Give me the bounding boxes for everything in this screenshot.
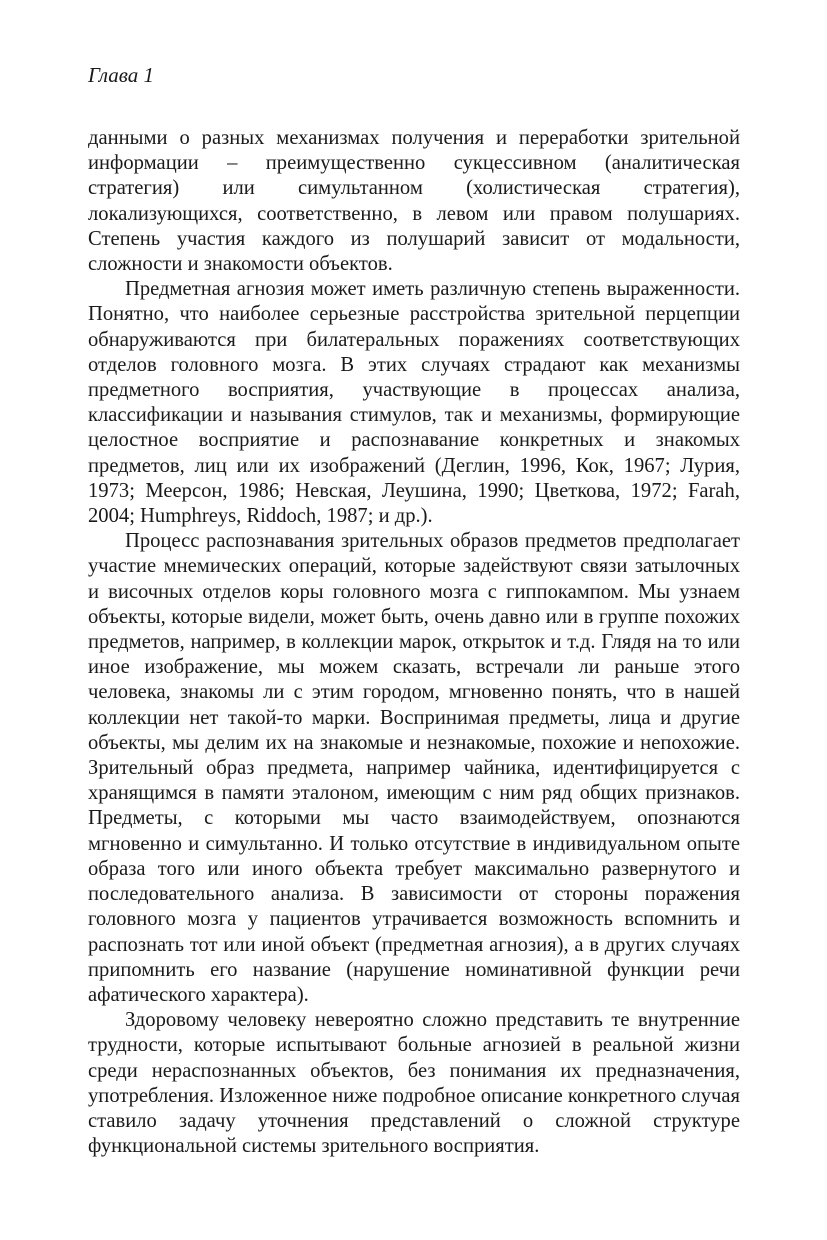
paragraph-1: данными о разных механизмах получения и переработки зрительной информации – преимущественно сукцессивном (аналитическая стратегия) или симультанном (холистическая стратегия), локализующихся, соответственно, в левом или правом полушариях. Степень участия каждого из полушарий зависит от модальности, сложности и знакомости объектов. [88, 127, 740, 276]
running-head: Глава 1 [88, 63, 154, 87]
paragraph-2: Предметная агнозия может иметь различную степень выраженности. Понятно, что наиболее серьезные расстройства зрительной перцепции обнаруживаются при билатеральных поражениях соответствующих отделов головного мозга. В этих случаях страдают как механизмы предметного восприятия, участвующие в процессах анализа, классификации и называния стимулов, так и механизмы, формирующие целостное восприятие и распознавание конкретных и знакомых предметов, лиц или их изображений (Деглин, 1996, Кок, 1967; Лурия, 1973; Меерсон, 1986; Невская, Леушина, 1990; Цветкова, 1972; Farah, 2004; Humphreys, Riddoch, 1987; и др.). [88, 278, 740, 528]
paragraph-4: Здоровому человеку невероятно сложно представить те внутренние трудности, которые испытывают больные агнозией в реальной жизни среди нераспознанных объектов, без понимания их предназначения, употребления. Изложенное ниже подробное описание конкретного случая ставило задачу уточнения представлений о сложной структуре функциональной системы зрительного восприятия. [88, 1009, 740, 1158]
body-text [88, 126, 740, 1159]
paragraph-3: Процесс распознавания зрительных образов предметов предполагает участие мнемических операций, которые задействуют связи затылочных и височных отделов коры головного мозга с гиппокампом. Мы узнаем объекты, которые видели, может быть, очень давно или в группе похожих предметов, например, в коллекции марок, открыток и т.д. Глядя на то или иное изображение, мы можем сказать, встречали ли раньше этого человека, знакомы ли с этим городом, мгновенно понять, что в нашей коллекции нет такой-то марки. Воспринимая предметы, лица и другие объекты, мы делим их на знакомые и незнакомые, похожие и непохожие. Зрительный образ предмета, например чайника, идентифицируется с хранящимся в памяти эталоном, имеющим с ним ряд общих признаков. Предметы, с которыми мы часто взаимодействуем, опознаются мгновенно и симультанно. И только отсутствие в индивидуальном опыте образа того или иного объекта требует максимально развернутого и последовательного анализа. В зависимости от стороны поражения головного мозга у пациентов утрачивается возможность вспомнить и распознать тот или иной объект (предметная агнозия), а в других случаях припомнить его название (нарушение номинативной функции речи афатического характера). [88, 530, 740, 1006]
